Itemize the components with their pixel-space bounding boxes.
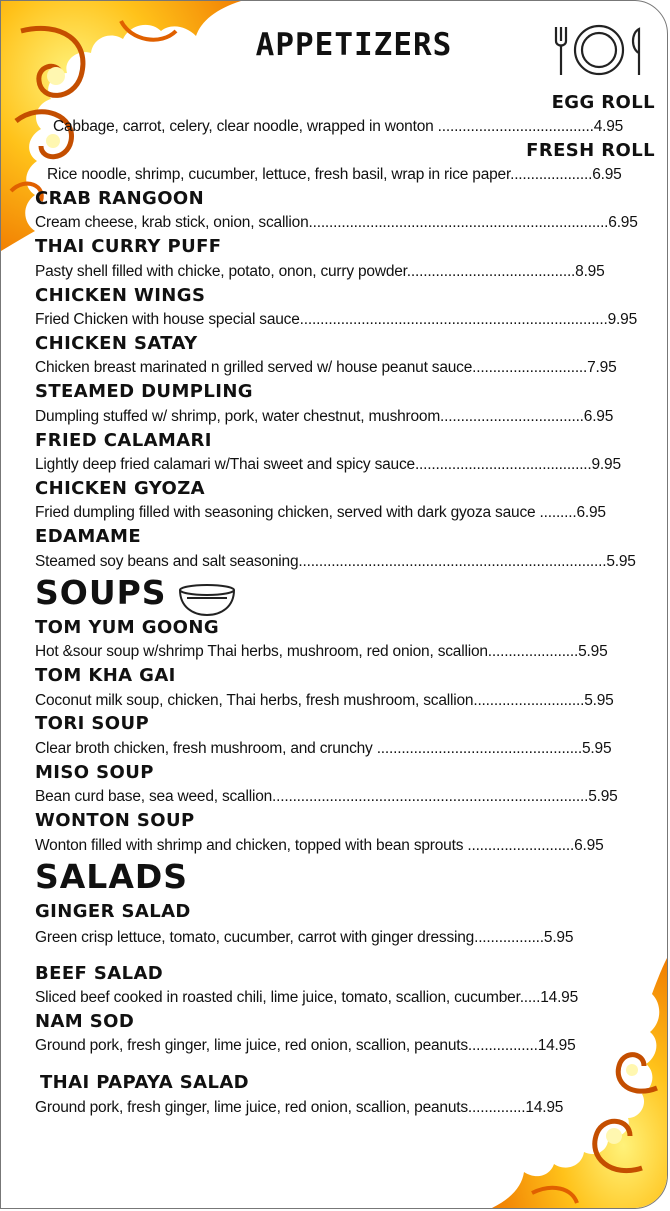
item-name-miso-soup: MISO SOUP bbox=[35, 762, 154, 783]
item-desc-miso-soup: Bean curd base, sea weed, scallion.............................................................................5.95 bbox=[35, 788, 618, 805]
item-desc-crab-rangoon: Cream cheese, krab stick, onion, scallion.........................................................................6.95 bbox=[35, 214, 638, 231]
item-name-crab-rangoon: CRAB RANGOON bbox=[35, 188, 205, 209]
item-desc-chicken-gyoza: Fried dumpling filled with seasoning chicken, served with dark gyoza sauce .........6.95 bbox=[35, 504, 606, 521]
item-name-fresh-roll: FRESH ROLL bbox=[526, 140, 655, 161]
section-title-salads: SALADS bbox=[35, 857, 189, 896]
item-name-steamed-dumpling: STEAMED DUMPLING bbox=[35, 381, 253, 402]
item-name-chicken-gyoza: CHICKEN GYOZA bbox=[35, 478, 206, 499]
item-name-tori-soup: TORI SOUP bbox=[35, 713, 150, 734]
item-name-nam-sod: NAM SOD bbox=[35, 1011, 135, 1032]
soup-bowl-icon bbox=[177, 583, 237, 617]
item-desc-edamame: Steamed soy beans and salt seasoning...........................................................................5.95 bbox=[35, 553, 636, 570]
item-desc-wonton-soup: Wonton filled with shrimp and chicken, topped with bean sprouts ..........................6.95 bbox=[35, 837, 604, 854]
item-name-chicken-satay: CHICKEN SATAY bbox=[35, 333, 198, 354]
item-desc-beef-salad: Sliced beef cooked in roasted chili, lime juice, tomato, scallion, cucumber.....14.95 bbox=[35, 989, 579, 1006]
item-name-ginger-salad: GINGER SALAD bbox=[35, 901, 191, 922]
item-desc-tom-kha-gai: Coconut milk soup, chicken, Thai herbs, fresh mushroom, scallion...........................5.95 bbox=[35, 692, 614, 709]
item-name-thai-curry-puff: THAI CURRY PUFF bbox=[35, 236, 222, 257]
item-name-thai-papaya-salad: THAI PAPAYA SALAD bbox=[40, 1072, 250, 1093]
plate-fork-knife-icon bbox=[551, 23, 661, 77]
section-title-soups: SOUPS bbox=[35, 573, 167, 612]
item-name-beef-salad: BEEF SALAD bbox=[35, 963, 164, 984]
item-desc-chicken-satay: Chicken breast marinated n grilled served w/ house peanut sauce............................7.95 bbox=[35, 359, 617, 376]
item-desc-nam-sod: Ground pork, fresh ginger, lime juice, red onion, scallion, peanuts.................14.95 bbox=[35, 1037, 576, 1054]
item-name-chicken-wings: CHICKEN WINGS bbox=[35, 285, 206, 306]
item-name-egg-roll: EGG ROLL bbox=[551, 92, 655, 113]
item-desc-steamed-dumpling: Dumpling stuffed w/ shrimp, pork, water chestnut, mushroom...................................6.95 bbox=[35, 408, 614, 425]
item-desc-thai-curry-puff: Pasty shell filled with chicke, potato, onon, curry powder.........................................8.95 bbox=[35, 263, 605, 280]
item-desc-chicken-wings: Fried Chicken with house special sauce...........................................................................9.95 bbox=[35, 311, 637, 328]
item-name-fried-calamari: FRIED CALAMARI bbox=[35, 430, 212, 451]
item-name-tom-yum-goong: TOM YUM GOONG bbox=[35, 617, 220, 638]
item-desc-tori-soup: Clear broth chicken, fresh mushroom, and crunchy ..................................................5.95 bbox=[35, 740, 612, 757]
item-desc-ginger-salad: Green crisp lettuce, tomato, cucumber, carrot with ginger dressing.................5.95 bbox=[35, 929, 574, 946]
item-desc-egg-roll: Cabbage, carrot, celery, clear noodle, wrapped in wonton ......................................4.95 bbox=[53, 118, 624, 135]
item-name-tom-kha-gai: TOM KHA GAI bbox=[35, 665, 176, 686]
item-name-edamame: EDAMAME bbox=[35, 526, 142, 547]
item-desc-thai-papaya-salad: Ground pork, fresh ginger, lime juice, red onion, scallion, peanuts..............14.95 bbox=[35, 1099, 564, 1116]
item-desc-tom-yum-goong: Hot &sour soup w/shrimp Thai herbs, mushroom, red onion, scallion......................5.95 bbox=[35, 643, 608, 660]
page-title: APPETIZERS bbox=[255, 27, 453, 63]
item-desc-fried-calamari: Lightly deep fried calamari w/Thai sweet and spicy sauce...........................................9.95 bbox=[35, 456, 621, 473]
item-name-wonton-soup: WONTON SOUP bbox=[35, 810, 195, 831]
item-desc-fresh-roll: Rice noodle, shrimp, cucumber, lettuce, fresh basil, wrap in rice paper....................6.95 bbox=[47, 166, 622, 183]
